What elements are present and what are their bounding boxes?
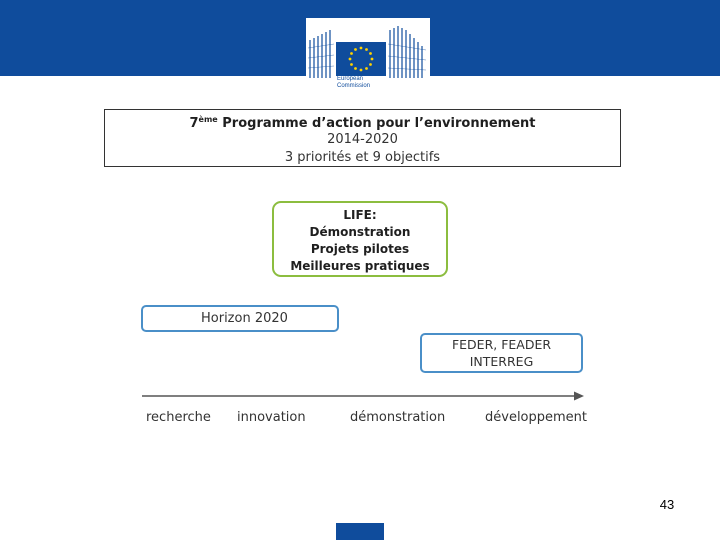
stage-innovation: innovation: [237, 410, 306, 425]
life-line-pilot-projects: Projets pilotes: [310, 242, 410, 256]
stage-demonstration: démonstration: [350, 410, 446, 425]
progression-axis-arrow: [140, 388, 586, 404]
stage-research: recherche: [146, 410, 211, 425]
logo-text-line2: Commission: [337, 83, 371, 89]
building-flag-icon: [306, 18, 430, 80]
title-text: Programme d’action pour l’environnement: [222, 116, 536, 131]
bottom-bar: [336, 523, 384, 540]
stage-development: développement: [485, 410, 588, 425]
logo-text: [337, 76, 370, 90]
programme-title: [105, 115, 620, 131]
title-ordinal: 7: [189, 116, 199, 131]
page-number: 43: [659, 497, 675, 512]
title-box: [104, 109, 621, 167]
life-box: [272, 201, 448, 277]
life-line-demonstration: Démonstration: [309, 225, 411, 239]
feder-box: [420, 333, 583, 373]
life-line-title: LIFE:: [343, 208, 377, 222]
title-ordinal-sup: ème: [198, 115, 218, 124]
feder-line1: FEDER, FEADER: [451, 337, 552, 352]
feder-line2: INTERREG: [469, 354, 534, 369]
programme-subtitle: 3 priorités et 9 objectifs: [284, 150, 441, 165]
programme-period: 2014-2020: [327, 132, 398, 147]
logo-text-line1: European: [337, 76, 364, 82]
life-line-best-practices: Meilleures pratiques: [290, 259, 430, 273]
horizon-2020-box: [141, 305, 339, 332]
horizon-2020-label: Horizon 2020: [201, 311, 288, 326]
european-commission-logo: [306, 18, 430, 98]
